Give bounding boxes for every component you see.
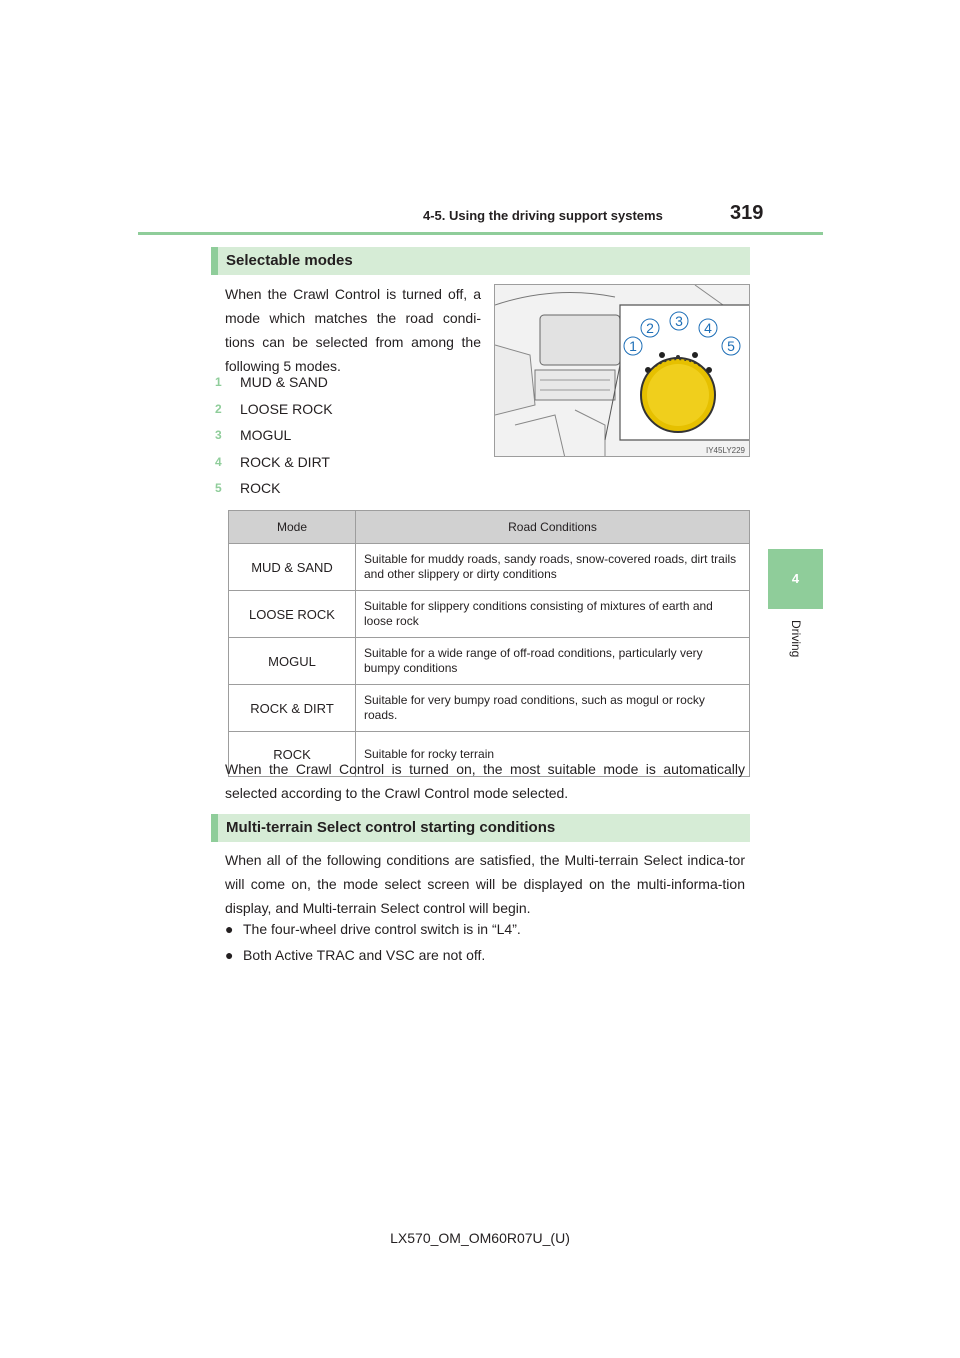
- list-item: [225, 943, 485, 967]
- item-label: ROCK: [240, 480, 281, 496]
- callout-5: 5: [727, 338, 735, 354]
- table-cell-mode: ROCK: [229, 732, 356, 777]
- table-cell-condition: Suitable for a wide range of off-road conditions, particularly very bumpy conditions: [356, 638, 750, 685]
- bullet-text: Both Active TRAC and VSC are not off.: [243, 947, 486, 963]
- header-section-title: 4-5. Using the driving support systems: [423, 208, 663, 223]
- table-header: Road Conditions: [356, 511, 750, 544]
- figure-code: IY45LY229: [706, 446, 745, 455]
- item-label: MUD & SAND: [240, 374, 328, 390]
- page-number: 319: [730, 202, 764, 224]
- dashboard-illustration: [495, 285, 750, 457]
- section-heading-selectable-modes: [211, 247, 750, 275]
- chapter-label: Driving: [789, 620, 803, 658]
- bullet-icon: ●: [225, 947, 234, 963]
- bullet-text: The four-wheel drive control switch is in “L4”.: [243, 921, 521, 937]
- bullet-icon: ●: [225, 921, 234, 937]
- header-rule: [138, 232, 823, 235]
- list-item: [215, 476, 280, 500]
- table-cell-condition: Suitable for slippery conditions consisting of mixtures of earth and loose rock: [356, 591, 750, 638]
- table-cell-condition: Suitable for very bumpy road conditions, such as mogul or rocky roads.: [356, 685, 750, 732]
- table-cell-mode: MOGUL: [229, 638, 356, 685]
- item-label: LOOSE ROCK: [240, 401, 333, 417]
- table-row: [229, 638, 750, 685]
- item-number: 5: [215, 481, 222, 495]
- footer-code: LX570_OM_OM60R07U_(U): [390, 1230, 570, 1246]
- item-number: 2: [215, 402, 222, 416]
- item-label: ROCK & DIRT: [240, 454, 330, 470]
- list-item: [215, 397, 333, 421]
- table-row: [229, 544, 750, 591]
- after-table-paragraph: When the Crawl Control is turned on, the most suitable mode is automatically selected according to the Crawl Control mode selected.: [225, 761, 745, 801]
- table-header: Mode: [229, 511, 356, 544]
- table-row: [229, 685, 750, 732]
- item-number: 4: [215, 455, 222, 469]
- list-item: [225, 917, 521, 941]
- callout-1: 1: [629, 338, 637, 354]
- table-cell-mode: LOOSE ROCK: [229, 591, 356, 638]
- table-cell-condition: Suitable for rocky terrain: [356, 732, 750, 777]
- table-cell-mode: ROCK & DIRT: [229, 685, 356, 732]
- callout-3: 3: [675, 313, 683, 329]
- starting-conditions-paragraph: When all of the following conditions are satisfied, the Multi-terrain Select indica-tor will come on, the mode select screen will be displayed on the multi-informa-tion display, and Multi-terrain Select control will begin.: [225, 852, 745, 916]
- callout-4: 4: [704, 320, 712, 336]
- list-item: [215, 423, 291, 447]
- dashboard-figure: [494, 284, 750, 457]
- item-number: 1: [215, 375, 222, 389]
- section-heading-text: Multi-terrain Select control starting conditions: [226, 819, 556, 836]
- table-cell-condition: Suitable for muddy roads, sandy roads, snow-covered roads, dirt trails and other slippery or dirty conditions: [356, 544, 750, 591]
- chapter-tab: 4: [768, 549, 823, 609]
- intro-paragraph: When the Crawl Control is turned off, a mode which matches the road condi-tions can be selected from among the following 5 modes.: [225, 286, 481, 374]
- table-cell-mode: MUD & SAND: [229, 544, 356, 591]
- item-number: 3: [215, 428, 222, 442]
- table-header-row: [229, 511, 750, 544]
- modes-table: [228, 510, 750, 777]
- table-row: [229, 591, 750, 638]
- section-heading-starting-conditions: [211, 814, 750, 842]
- list-item: [215, 450, 330, 474]
- callout-2: 2: [646, 320, 654, 336]
- list-item: [215, 370, 328, 394]
- section-heading-text: Selectable modes: [226, 252, 353, 269]
- item-label: MOGUL: [240, 427, 292, 443]
